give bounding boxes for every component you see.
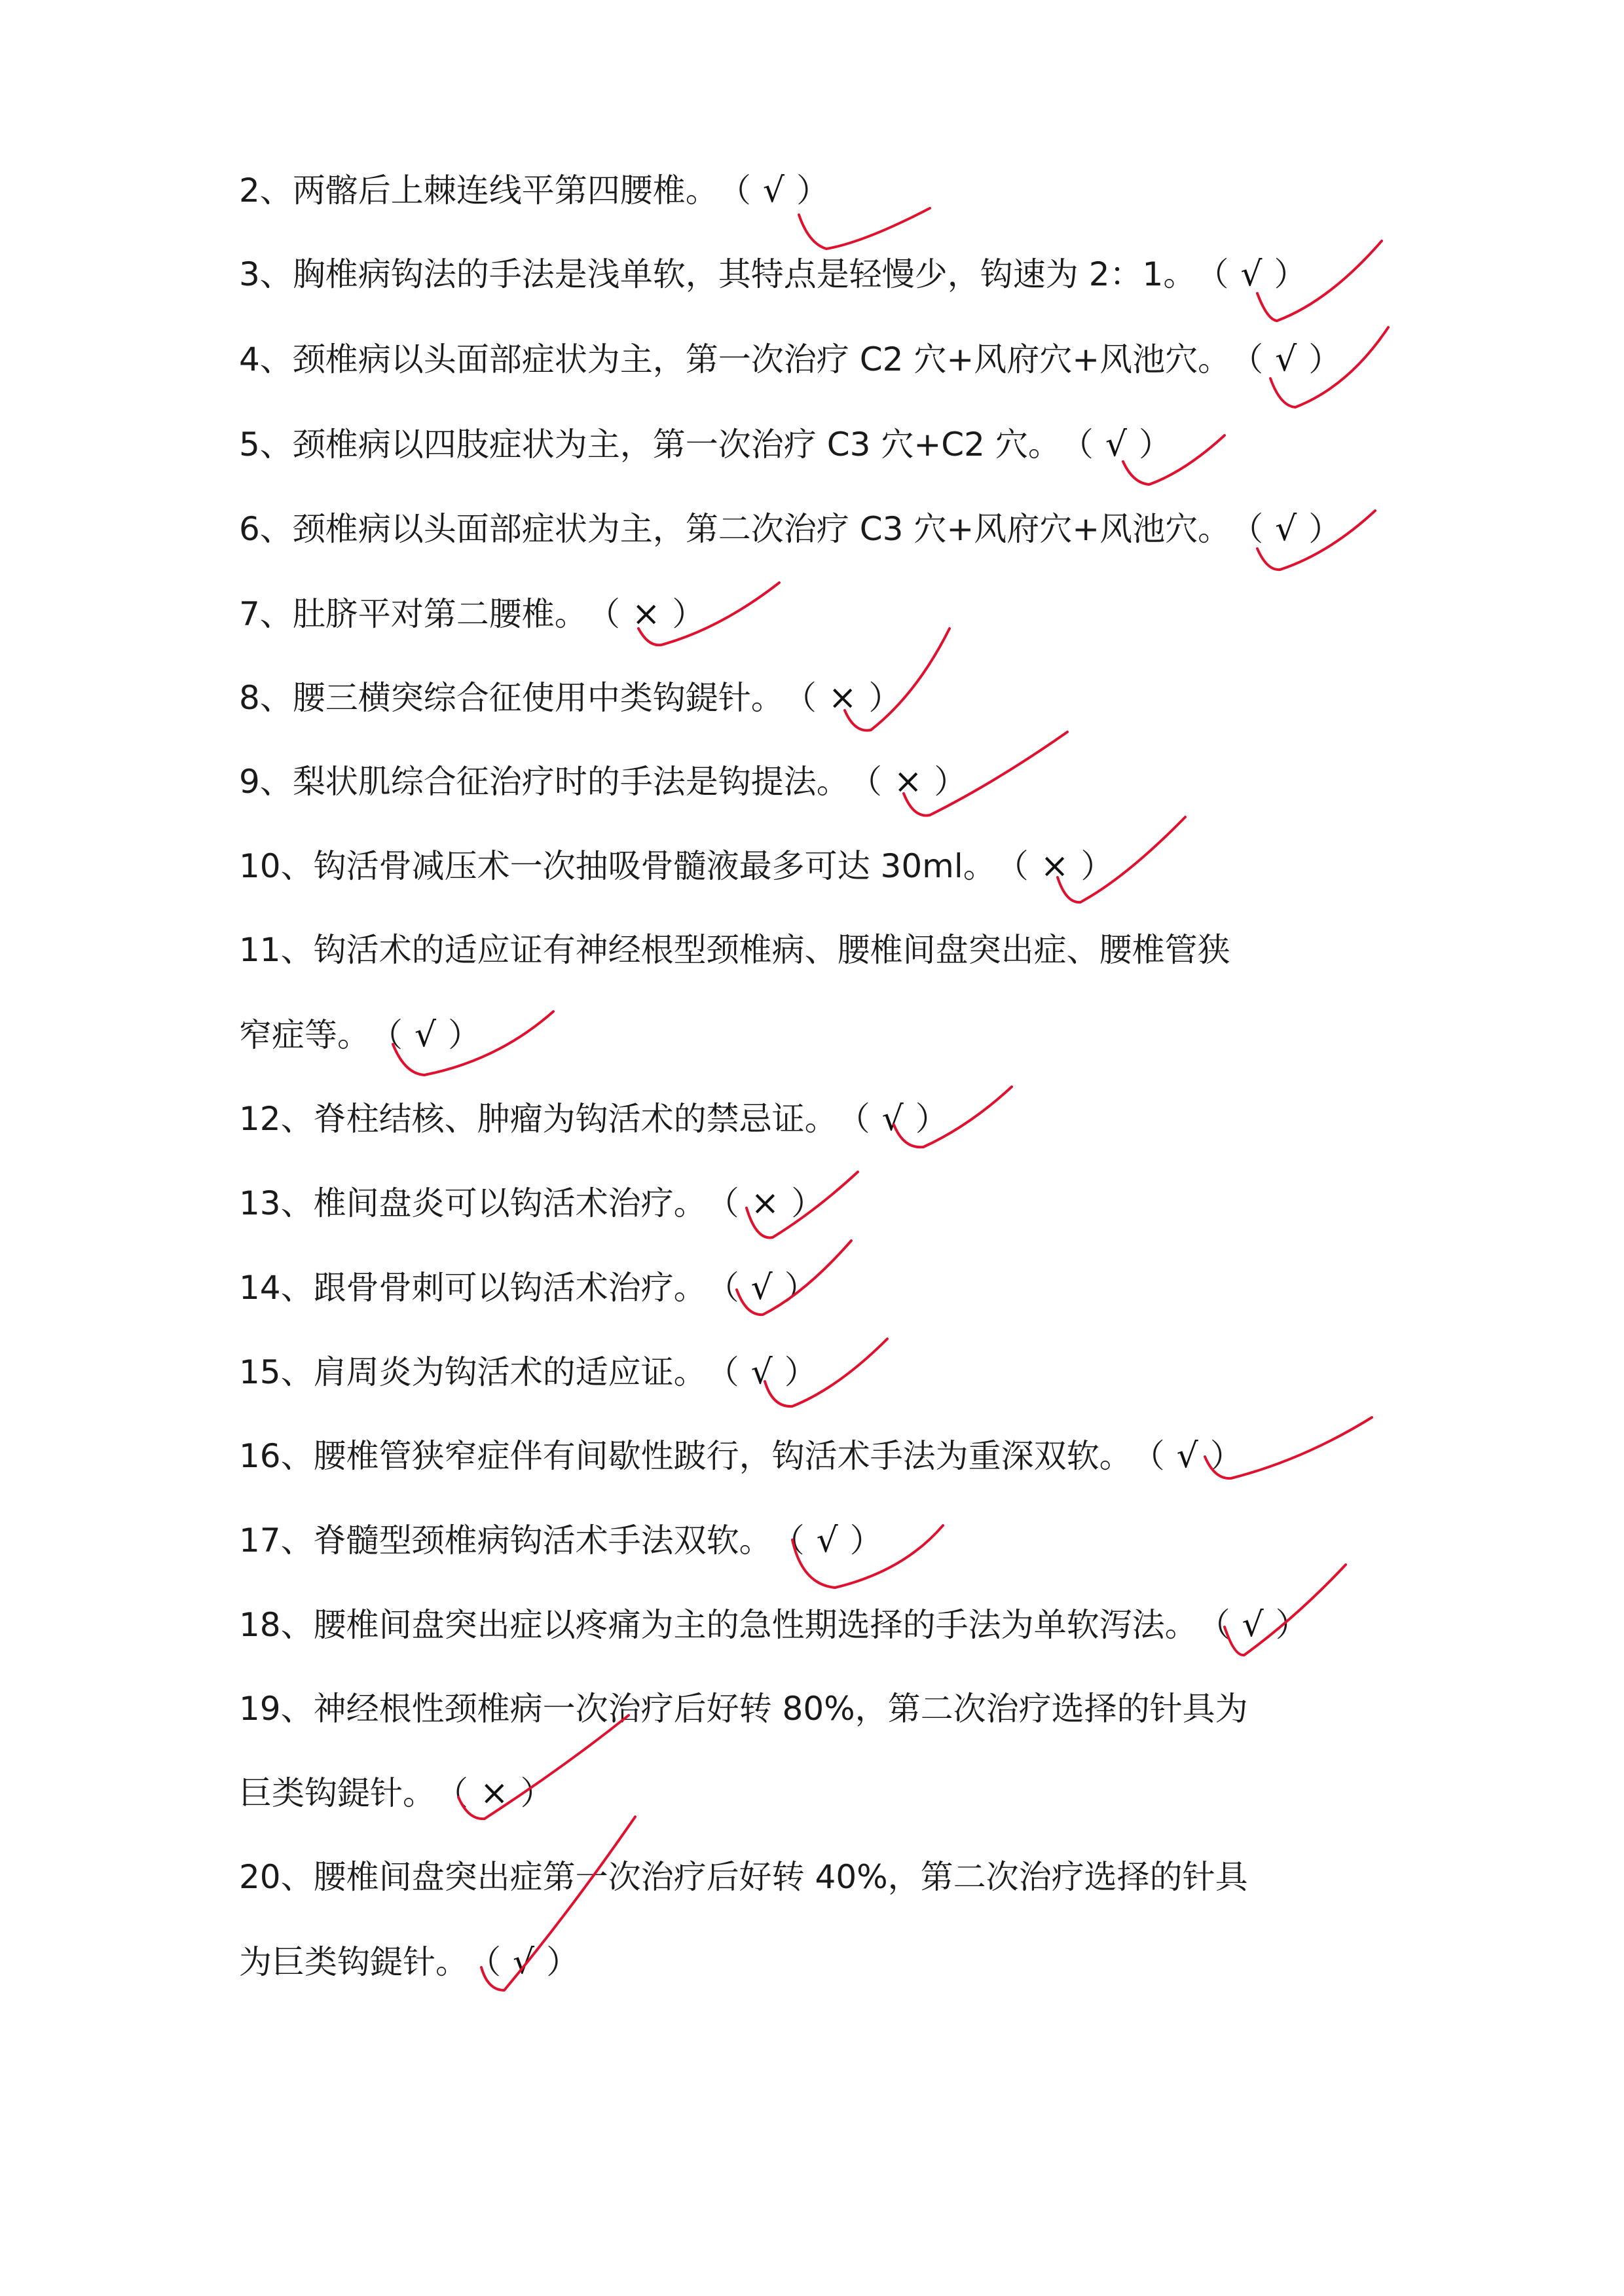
answer-mark: √ bbox=[1176, 1436, 1198, 1476]
question-line: 12、脊柱结核、肿瘤为钩活术的禁忌证。（ √ ） bbox=[239, 1099, 948, 1139]
question-line: 6、颈椎病以头面部症状为主，第二次治疗 C3 穴+风府穴+风池穴。（ √ ） bbox=[239, 509, 1342, 549]
question-line: 15、肩周炎为钩活术的适应证。（ √ ） bbox=[239, 1353, 817, 1392]
question-text: 钩活术的适应证有神经根型颈椎病、腰椎间盘突出症、腰椎管狭 bbox=[313, 931, 1230, 969]
question-number: 3、 bbox=[239, 255, 293, 293]
question-line: 巨类钩鍉针。（ × ） bbox=[239, 1774, 553, 1813]
question-line: 窄症等。（ √ ） bbox=[239, 1015, 481, 1055]
question-number: 16、 bbox=[239, 1437, 314, 1475]
question-text: 脊髓型颈椎病钩活术手法双软。 bbox=[313, 1522, 772, 1559]
answer-mark: √ bbox=[1242, 1605, 1264, 1645]
question-number: 10、 bbox=[239, 847, 314, 885]
question-line: 8、腰三横突综合征使用中类钩鍉针。（ × ） bbox=[239, 678, 902, 718]
answer-mark: √ bbox=[1105, 425, 1127, 464]
question-number: 19、 bbox=[239, 1690, 314, 1728]
question-line: 为巨类钩鍉针。（ √ ） bbox=[239, 1942, 580, 1982]
answer-mark: × bbox=[480, 1774, 509, 1813]
question-text: 窄症等。 bbox=[239, 1016, 370, 1054]
question-line: 18、腰椎间盘突出症以疼痛为主的急性期选择的手法为单软泻法。（ √ ） bbox=[239, 1605, 1308, 1645]
question-number: 7、 bbox=[239, 595, 293, 633]
question-number: 18、 bbox=[239, 1606, 314, 1644]
question-text: 颈椎病以头面部症状为主，第一次治疗 C2 穴+风府穴+风池穴。 bbox=[292, 340, 1231, 378]
question-line: 10、钩活骨减压术一次抽吸骨髓液最多可达 30ml。（ × ） bbox=[239, 847, 1114, 886]
answer-mark: √ bbox=[1275, 340, 1297, 379]
question-text: 两髂后上棘连线平第四腰椎。 bbox=[292, 172, 718, 210]
answer-mark: × bbox=[893, 762, 923, 801]
answer-mark: √ bbox=[415, 1015, 437, 1055]
answer-mark: √ bbox=[750, 1268, 773, 1307]
answer-mark: √ bbox=[762, 171, 784, 210]
red-check-icon bbox=[799, 208, 930, 249]
question-number: 12、 bbox=[239, 1100, 314, 1138]
question-number: 4、 bbox=[239, 340, 293, 378]
question-line: 3、胸椎病钩法的手法是浅单软，其特点是轻慢少，钩速为 2：1。（ √ ） bbox=[239, 255, 1307, 294]
question-number: 14、 bbox=[239, 1269, 314, 1307]
answer-mark: × bbox=[750, 1184, 780, 1223]
question-text: 肩周炎为钩活术的适应证。 bbox=[313, 1353, 707, 1391]
question-number: 20、 bbox=[239, 1858, 314, 1896]
question-number: 2、 bbox=[239, 172, 293, 210]
question-number: 5、 bbox=[239, 426, 293, 464]
question-text: 脊柱结核、肿瘤为钩活术的禁忌证。 bbox=[313, 1100, 838, 1138]
question-line: 5、颈椎病以四肢症状为主，第一次治疗 C3 穴+C2 穴。（ √ ） bbox=[239, 425, 1172, 464]
question-line: 2、两髂后上棘连线平第四腰椎。（ √ ） bbox=[239, 171, 829, 210]
question-text: 钩活骨减压术一次抽吸骨髓液最多可达 30ml。 bbox=[313, 847, 996, 885]
question-text: 神经根性颈椎病一次治疗后好转 80%，第二次治疗选择的针具为 bbox=[313, 1690, 1248, 1728]
question-text: 腰椎间盘突出症以疼痛为主的急性期选择的手法为单软泻法。 bbox=[313, 1606, 1198, 1644]
question-text: 肚脐平对第二腰椎。 bbox=[292, 595, 587, 633]
question-text: 巨类钩鍉针。 bbox=[239, 1774, 435, 1812]
question-line: 13、椎间盘炎可以钩活术治疗。（ × ） bbox=[239, 1184, 824, 1223]
question-text: 椎间盘炎可以钩活术治疗。 bbox=[313, 1184, 707, 1222]
question-number: 17、 bbox=[239, 1522, 314, 1559]
question-number: 9、 bbox=[239, 763, 293, 801]
question-line: 9、梨状肌综合征治疗时的手法是钩提法。（ × ） bbox=[239, 762, 967, 801]
answer-mark: × bbox=[631, 594, 661, 634]
answer-mark: √ bbox=[881, 1099, 904, 1139]
question-number: 13、 bbox=[239, 1184, 314, 1222]
question-text: 腰三横突综合征使用中类钩鍉针。 bbox=[292, 679, 784, 717]
question-text: 为巨类钩鍉针。 bbox=[239, 1943, 468, 1981]
answer-mark: √ bbox=[1275, 509, 1297, 549]
question-text: 颈椎病以头面部症状为主，第二次治疗 C3 穴+风府穴+风池穴。 bbox=[292, 510, 1231, 548]
question-number: 8、 bbox=[239, 679, 293, 717]
answer-mark: √ bbox=[513, 1942, 535, 1982]
question-line bbox=[239, 1690, 1248, 1728]
question-text: 腰椎间盘突出症第一次治疗后好转 40%，第二次治疗选择的针具 bbox=[313, 1858, 1248, 1896]
question-text: 梨状肌综合征治疗时的手法是钩提法。 bbox=[292, 763, 849, 801]
answer-mark: × bbox=[828, 678, 857, 718]
question-number: 6、 bbox=[239, 510, 293, 548]
answer-mark: √ bbox=[750, 1353, 773, 1392]
question-number: 11、 bbox=[239, 931, 314, 969]
question-text: 腰椎管狭窄症伴有间歇性跛行，钩活术手法为重深双软。 bbox=[313, 1437, 1132, 1475]
question-text: 颈椎病以四肢症状为主，第一次治疗 C3 穴+C2 穴。 bbox=[292, 426, 1061, 464]
question-text: 跟骨骨刺可以钩活术治疗。 bbox=[313, 1269, 707, 1307]
answer-mark: × bbox=[1040, 847, 1069, 886]
answer-mark: √ bbox=[816, 1521, 838, 1560]
question-line: 16、腰椎管狭窄症伴有间歇性跛行，钩活术手法为重深双软。（ √ ） bbox=[239, 1436, 1243, 1476]
question-text: 胸椎病钩法的手法是浅单软，其特点是轻慢少，钩速为 2：1。 bbox=[292, 255, 1196, 293]
answer-mark: √ bbox=[1240, 255, 1263, 294]
question-line: 4、颈椎病以头面部症状为主，第一次治疗 C2 穴+风府穴+风池穴。（ √ ） bbox=[239, 340, 1342, 379]
question-line bbox=[239, 931, 1230, 969]
question-line: 14、跟骨骨刺可以钩活术治疗。（ √ ） bbox=[239, 1268, 817, 1307]
question-number: 15、 bbox=[239, 1353, 314, 1391]
question-line: 7、肚脐平对第二腰椎。（ × ） bbox=[239, 594, 705, 634]
question-line bbox=[239, 1858, 1248, 1896]
question-line: 17、脊髓型颈椎病钩活术手法双软。（ √ ） bbox=[239, 1521, 883, 1560]
